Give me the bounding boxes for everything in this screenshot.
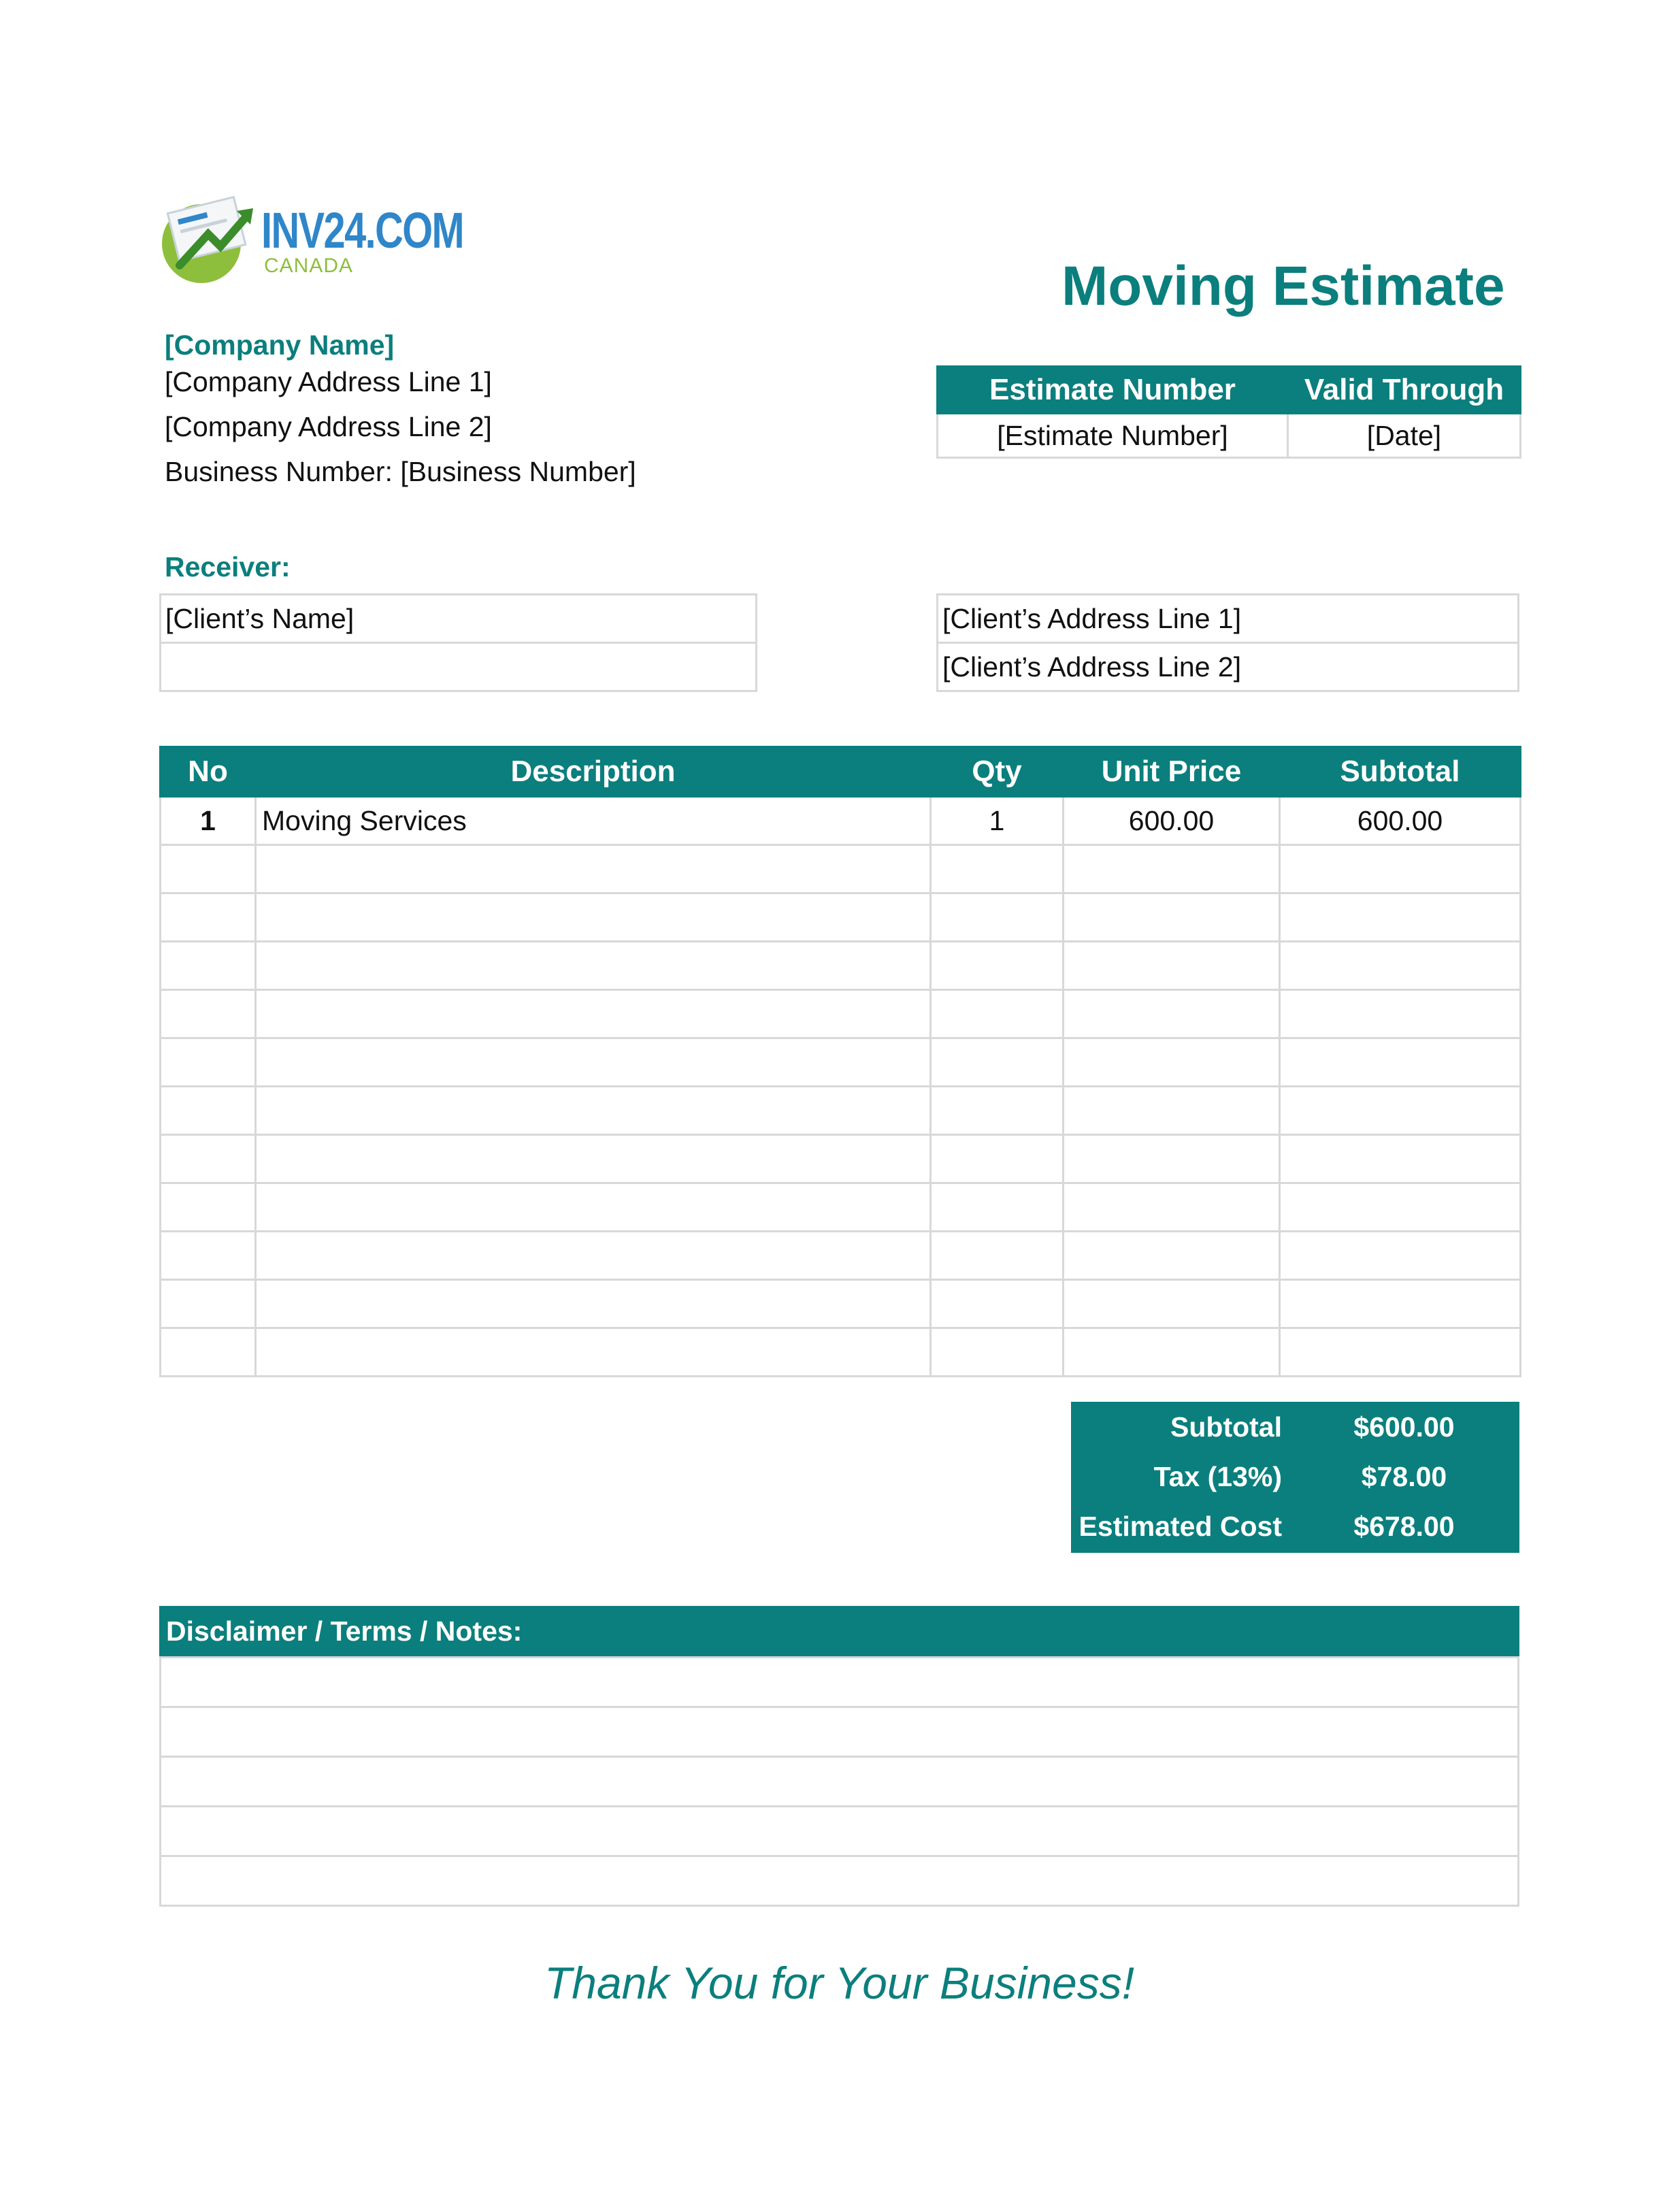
cell-subtotal[interactable] (1280, 942, 1521, 990)
client-address-box (936, 593, 1519, 692)
estimate-number-field[interactable]: [Estimate Number] (938, 414, 1288, 458)
table-row (161, 1280, 1521, 1328)
cell-unit-price[interactable] (1064, 1135, 1280, 1183)
cell-description[interactable] (256, 1135, 931, 1183)
cell-no[interactable] (161, 1232, 256, 1280)
cell-qty[interactable] (931, 1183, 1064, 1232)
cell-no[interactable] (161, 990, 256, 1038)
business-number[interactable]: Business Number: [Business Number] (165, 456, 636, 487)
cell-unit-price[interactable] (1064, 1183, 1280, 1232)
cell-no[interactable] (161, 1087, 256, 1135)
notes-header (159, 1606, 1519, 1656)
cell-subtotal[interactable] (1280, 845, 1521, 893)
cell-subtotal[interactable] (1280, 1232, 1521, 1280)
estimate-number-header: Estimate Number (938, 367, 1288, 414)
notes-row (161, 1707, 1519, 1757)
table-row (161, 990, 1521, 1038)
notes-row (161, 1856, 1519, 1906)
notes-row (161, 1658, 1519, 1707)
cell-no[interactable]: 1 (161, 797, 256, 845)
cell-subtotal[interactable] (1280, 1183, 1521, 1232)
cell-description[interactable] (256, 990, 931, 1038)
valid-through-header: Valid Through (1288, 367, 1521, 414)
table-row (161, 797, 1521, 845)
table-row (161, 1328, 1521, 1377)
cell-unit-price[interactable] (1064, 1232, 1280, 1280)
receiver-label: Receiver: (165, 551, 291, 582)
document-title: Moving Estimate (1061, 255, 1505, 317)
cell-description[interactable]: Moving Services (256, 797, 931, 845)
notes-table (159, 1656, 1519, 1907)
client-extra-field[interactable] (161, 643, 757, 691)
cell-description[interactable] (256, 1280, 931, 1328)
notes-body (161, 1658, 1519, 1906)
cell-unit-price[interactable] (1064, 1328, 1280, 1377)
cell-unit-price[interactable] (1064, 1087, 1280, 1135)
col-header-no: No (161, 747, 256, 797)
cell-qty[interactable] (931, 1232, 1064, 1280)
estimated-cost-value: $678.00 (1353, 1511, 1455, 1542)
cell-description[interactable] (256, 893, 931, 942)
notes-line[interactable] (161, 1856, 1519, 1906)
cell-subtotal[interactable] (1280, 1328, 1521, 1377)
items-table (159, 746, 1521, 1377)
cell-no[interactable] (161, 1038, 256, 1087)
cell-unit-price[interactable] (1064, 1038, 1280, 1087)
table-row (161, 942, 1521, 990)
estimated-cost-label: Estimated Cost (1078, 1511, 1282, 1542)
estimate-info-table (936, 365, 1521, 459)
cell-qty[interactable] (931, 893, 1064, 942)
totals-panel (1071, 1402, 1519, 1553)
table-row (161, 1038, 1521, 1087)
items-body (161, 797, 1521, 1377)
cell-qty[interactable] (931, 1038, 1064, 1087)
cell-qty[interactable] (931, 1135, 1064, 1183)
cell-description[interactable] (256, 1232, 931, 1280)
notes-row (161, 1807, 1519, 1856)
client-name-box (159, 593, 757, 692)
cell-qty[interactable] (931, 845, 1064, 893)
cell-subtotal[interactable] (1280, 1280, 1521, 1328)
cell-description[interactable] (256, 1087, 931, 1135)
cell-subtotal[interactable] (1280, 990, 1521, 1038)
cell-qty[interactable] (931, 1280, 1064, 1328)
notes-label: Disclaimer / Terms / Notes: (166, 1615, 523, 1647)
table-row (161, 1183, 1521, 1232)
cell-qty[interactable] (931, 1328, 1064, 1377)
cell-no[interactable] (161, 845, 256, 893)
table-row (161, 845, 1521, 893)
logo-sub-text: CANADA (264, 254, 354, 277)
subtotal-value: $600.00 (1353, 1411, 1455, 1443)
cell-description[interactable] (256, 942, 931, 990)
cell-unit-price[interactable] (1064, 942, 1280, 990)
subtotal-label: Subtotal (1170, 1411, 1282, 1443)
cell-no[interactable] (161, 893, 256, 942)
company-address-line1[interactable]: [Company Address Line 1] (165, 366, 492, 397)
logo-brand-text: INV24.COM (261, 202, 464, 259)
cell-unit-price[interactable]: 600.00 (1064, 797, 1280, 845)
col-header-unit-price: Unit Price (1064, 747, 1280, 797)
cell-no[interactable] (161, 1280, 256, 1328)
client-address-line2[interactable]: [Client’s Address Line 2] (938, 643, 1519, 691)
notes-line[interactable] (161, 1757, 1519, 1807)
notes-row (161, 1757, 1519, 1807)
cell-no[interactable] (161, 1328, 256, 1377)
company-name[interactable]: [Company Name] (165, 329, 395, 361)
cell-qty[interactable] (931, 1087, 1064, 1135)
table-row (161, 1087, 1521, 1135)
cell-description[interactable] (256, 1038, 931, 1087)
cell-description[interactable] (256, 1183, 931, 1232)
cell-qty[interactable]: 1 (931, 797, 1064, 845)
valid-through-field[interactable]: [Date] (1288, 414, 1521, 458)
notes-line[interactable] (161, 1807, 1519, 1856)
cell-description[interactable] (256, 845, 931, 893)
cell-description[interactable] (256, 1328, 931, 1377)
cell-unit-price[interactable] (1064, 893, 1280, 942)
tax-value: $78.00 (1361, 1461, 1447, 1492)
cell-no[interactable] (161, 942, 256, 990)
cell-subtotal[interactable] (1280, 1038, 1521, 1087)
cell-subtotal[interactable] (1280, 893, 1521, 942)
cell-subtotal[interactable] (1280, 1087, 1521, 1135)
cell-qty[interactable] (931, 990, 1064, 1038)
cell-unit-price[interactable] (1064, 1280, 1280, 1328)
thank-you-message: Thank You for Your Business! (544, 1958, 1135, 2008)
client-name-field[interactable]: [Client’s Name] (161, 595, 757, 643)
cell-subtotal[interactable]: 600.00 (1280, 797, 1521, 845)
cell-no[interactable] (161, 1135, 256, 1183)
cell-qty[interactable] (931, 942, 1064, 990)
cell-unit-price[interactable] (1064, 845, 1280, 893)
cell-unit-price[interactable] (1064, 990, 1280, 1038)
notes-line[interactable] (161, 1707, 1519, 1757)
cell-subtotal[interactable] (1280, 1135, 1521, 1183)
col-header-subtotal: Subtotal (1280, 747, 1521, 797)
table-row (161, 893, 1521, 942)
table-row (161, 1232, 1521, 1280)
table-row (161, 1135, 1521, 1183)
company-address-line2[interactable]: [Company Address Line 2] (165, 411, 492, 442)
notes-line[interactable] (161, 1658, 1519, 1707)
col-header-description: Description (256, 747, 931, 797)
client-address-line1[interactable]: [Client’s Address Line 1] (938, 595, 1519, 643)
col-header-qty: Qty (931, 747, 1064, 797)
cell-no[interactable] (161, 1183, 256, 1232)
tax-label: Tax (13%) (1153, 1461, 1282, 1492)
